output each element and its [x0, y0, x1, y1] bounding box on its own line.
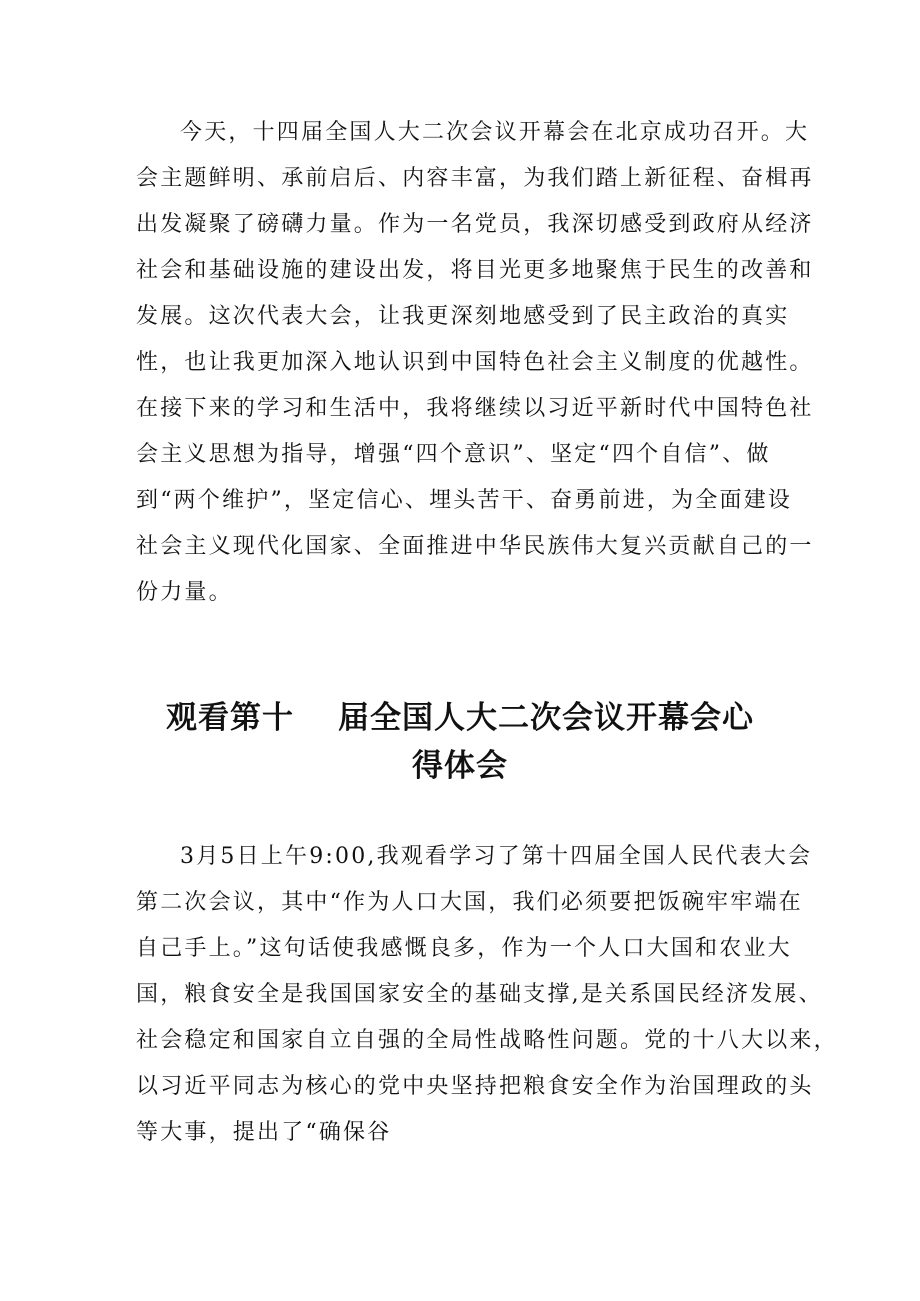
- paragraph-2-line: 第二次会议，其中“作为人口大国，我们必须要把饭碗牢牢端在: [136, 890, 803, 915]
- paragraph-2-line: 自己手上。”这句话使我感慨良多，作为一个人口大国和农业大: [136, 936, 792, 961]
- paragraph-2-line: 3月5日上午9:00,我观看学习了第十四届全国人民代表大会: [180, 844, 813, 869]
- section-title-line-2: 得体会: [412, 748, 508, 784]
- paragraph-1-line: 出发凝聚了磅礴力量。作为一名党员，我深切感受到政府从经济: [136, 212, 814, 237]
- paragraph-1-line: 发展。这次代表大会，让我更深刻地感受到了民主政治的真实: [136, 304, 790, 329]
- paragraph-1: [136, 110, 816, 616]
- paragraph-1-line: 到“两个维护”，坚定信心、埋头苦干、奋勇前进，为全面建设: [136, 488, 793, 513]
- section-title-part-2: 届全国人大二次会议开幕会心: [338, 700, 754, 736]
- paragraph-2: [136, 834, 838, 1156]
- section-title: [100, 694, 820, 790]
- paragraph-1-line: 会主题鲜明、承前启后、内容丰富，为我们踏上新征程、奋楫再: [136, 166, 814, 191]
- paragraph-1-line: 在接下来的学习和生活中，我将继续以习近平新时代中国特色社: [136, 396, 814, 421]
- paragraph-1-line: 会主义思想为指导，增强“四个意识”、坚定“四个自信”、做: [136, 442, 771, 467]
- paragraph-1-line: 今天，十四届全国人大二次会议开幕会在北京成功召开。大: [180, 120, 810, 145]
- paragraph-1-line: 性，也让我更加深入地认识到中国特色社会主义制度的优越性。: [136, 350, 814, 375]
- paragraph-2-line: 国，粮食安全是我国国家安全的基础支撑,是关系国民经济发展、: [136, 982, 823, 1007]
- paragraph-2-line: 等大事，提出了“确保谷: [136, 1120, 392, 1145]
- paragraph-1-line: 社会主义现代化国家、全面推进中华民族伟大复兴贡献自己的一: [136, 534, 814, 559]
- paragraph-1-line: 社会和基础设施的建设出发，将目光更多地聚焦于民生的改善和: [136, 258, 814, 283]
- paragraph-2-line: 以习近平同志为核心的党中央坚持把粮食安全作为治国理政的头: [136, 1074, 814, 1099]
- section-title-line-1: [100, 694, 820, 742]
- paragraph-1-line: 份力量。: [136, 580, 233, 605]
- section-title-part-1: 观看第十: [166, 700, 294, 736]
- paragraph-2-line: 社会稳定和国家自立自强的全局性战略性问题。党的十八大以来，: [136, 1028, 838, 1053]
